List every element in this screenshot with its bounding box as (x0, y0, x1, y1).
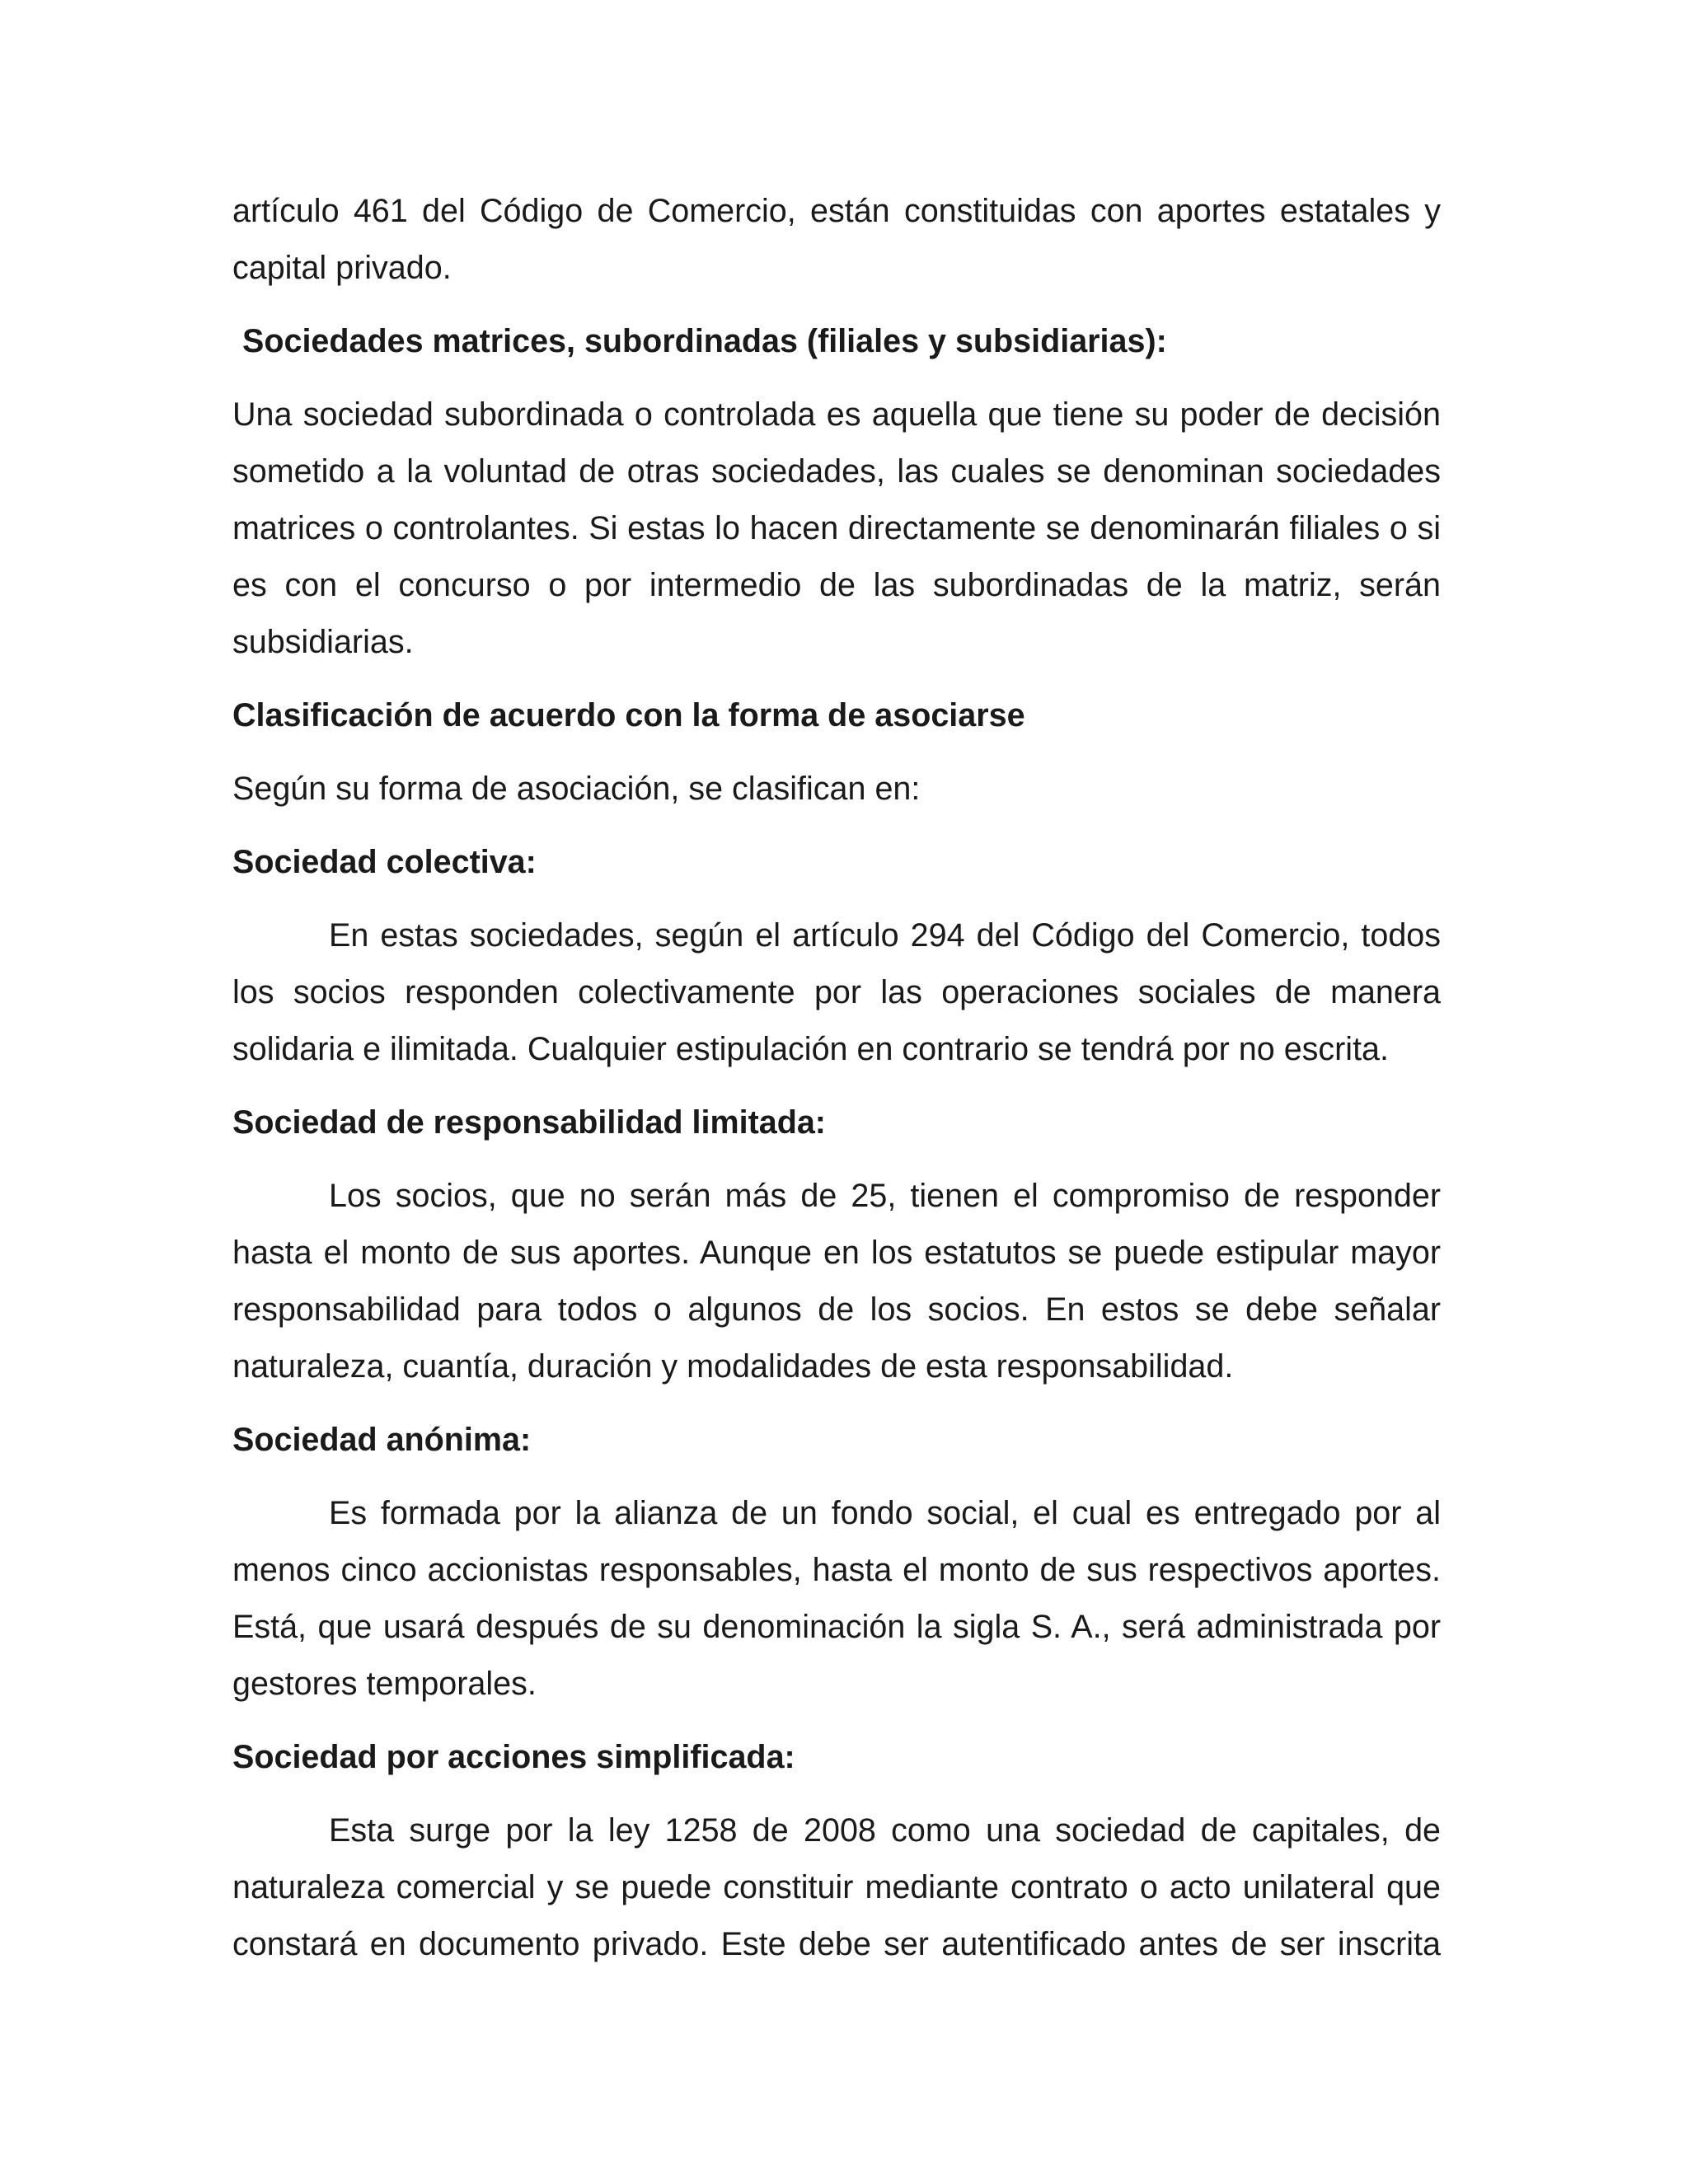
paragraph-acciones-simplificada: Esta surge por la ley 1258 de 2008 como una sociedad de capitales, de naturaleza comercial y se puede constituir mediante contrato o acto unilateral que constará en documento privado. Este debe ser autentificado antes de ser inscrita (232, 1812, 1441, 1962)
paragraph-sociedad-colectiva: En estas sociedades, según el artículo 294 del Código del Comercio, todos los socios responden colectivamente por las operaciones sociales de manera solidaria e ilimitada. Cualquier estipulación en contrario se tendrá por no escrita. (232, 917, 1441, 1067)
heading-sociedad-anonima: Sociedad anónima: (232, 1422, 532, 1458)
heading-responsabilidad-limitada: Sociedad de responsabilidad limitada: (232, 1104, 826, 1141)
paragraph-sociedad-subordinada: Una sociedad subordinada o controlada es aquella que tiene su poder de decisión sometido a la voluntad de otras sociedades, las cuales se denominan sociedades matrices o controlantes. Si estas lo hacen directamente se denominarán filiales o si es con el concurso o por intermedio de las subordinadas de la matriz, serán subsidiarias. (232, 396, 1441, 660)
heading-acciones-simplificada: Sociedad por acciones simplificada: (232, 1739, 795, 1775)
paragraph-capital-privado: artículo 461 del Código de Comercio, están constituidas con aportes estatales y capital privado. (232, 193, 1441, 286)
paragraph-forma-asociacion: Según su forma de asociación, se clasifican en: (232, 771, 921, 807)
paragraph-sociedad-anonima: Es formada por la alianza de un fondo social, el cual es entregado por al menos cinco accionistas responsables, hasta el monto de sus respectivos aportes. Está, que usará después de su denominación la sigla S. A., será administrada por gestores temporales. (232, 1495, 1441, 1702)
heading-sociedades-matrices: Sociedades matrices, subordinadas (filiales y subsidiarias): (242, 323, 1167, 359)
document-body (232, 183, 1441, 1990)
heading-clasificacion: Clasificación de acuerdo con la forma de asociarse (232, 697, 1025, 733)
paragraph-responsabilidad-limitada: Los socios, que no serán más de 25, tienen el compromiso de responder hasta el monto de sus aportes. Aunque en los estatutos se puede estipular mayor responsabilidad para todos o algunos de los socios. En estos se debe señalar naturaleza, cuantía, duración y modalidades de esta responsabilidad. (232, 1178, 1441, 1385)
heading-sociedad-colectiva: Sociedad colectiva: (232, 844, 537, 880)
